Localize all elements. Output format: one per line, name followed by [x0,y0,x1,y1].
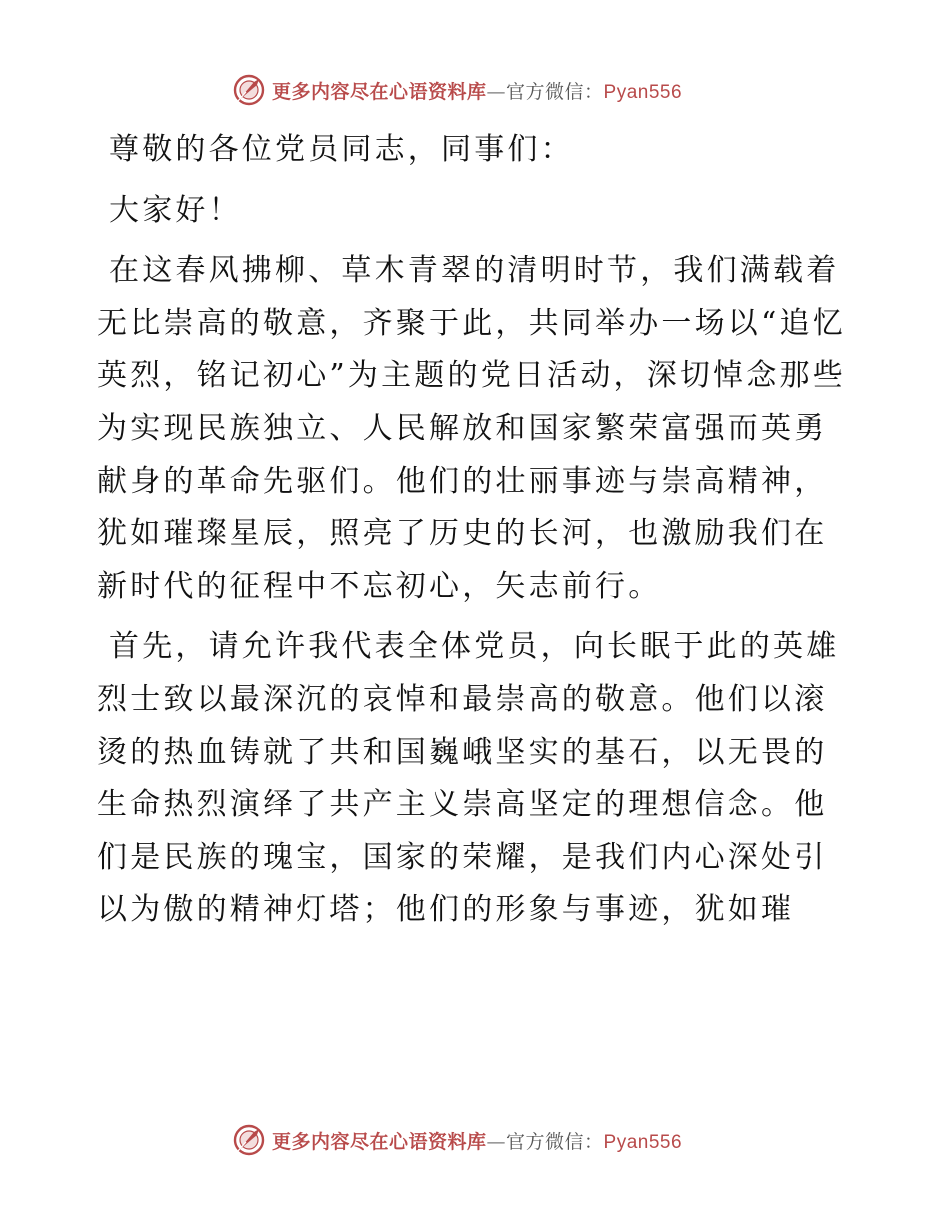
document-body [97,124,849,945]
salutation: 尊敬的各位党员同志，同事们： [109,132,574,167]
body-paragraph-2: 首先，请允许我代表全体党员，向长眠于此的英雄烈士致以最深沉的哀悼和最崇高的敬意。他们以滚烫的热血铸就了共和国巍峨坚实的基石，以无畏的生命热烈演绎了共产主义崇高坚定的理想信念。他们是民族的瑰宝，国家的荣耀，是我们内心深处引以为傲的精神灯塔；他们的形象与事迹，犹如璀 [97,629,840,928]
watermark-text: 更多内容尽在心语资料库—官方微信：Pyan556 [272,1130,683,1153]
footer-watermark [232,1122,682,1158]
quill-pen-circle-icon [232,73,266,107]
greeting: 大家好！ [109,192,242,228]
header-watermark [232,72,682,108]
body-paragraph-1: 在这春风拂柳、草木青翠的清明时节，我们满载着无比崇高的敬意，齐聚于此，共同举办一场以“追忆英烈，铭记初心”为主题的党日活动，深切悼念那些为实现民族独立、人民解放和国家繁荣富强而英勇献身的革命先驱们。他们的壮丽事迹与崇高精神，犹如璀璨星辰，照亮了历史的长河，也激励我们在新时代的征程中不忘初心，矢志前行。 [97,253,846,604]
quill-pen-circle-icon [232,1123,266,1157]
watermark-text: 更多内容尽在心语资料库—官方微信：Pyan556 [272,80,683,103]
